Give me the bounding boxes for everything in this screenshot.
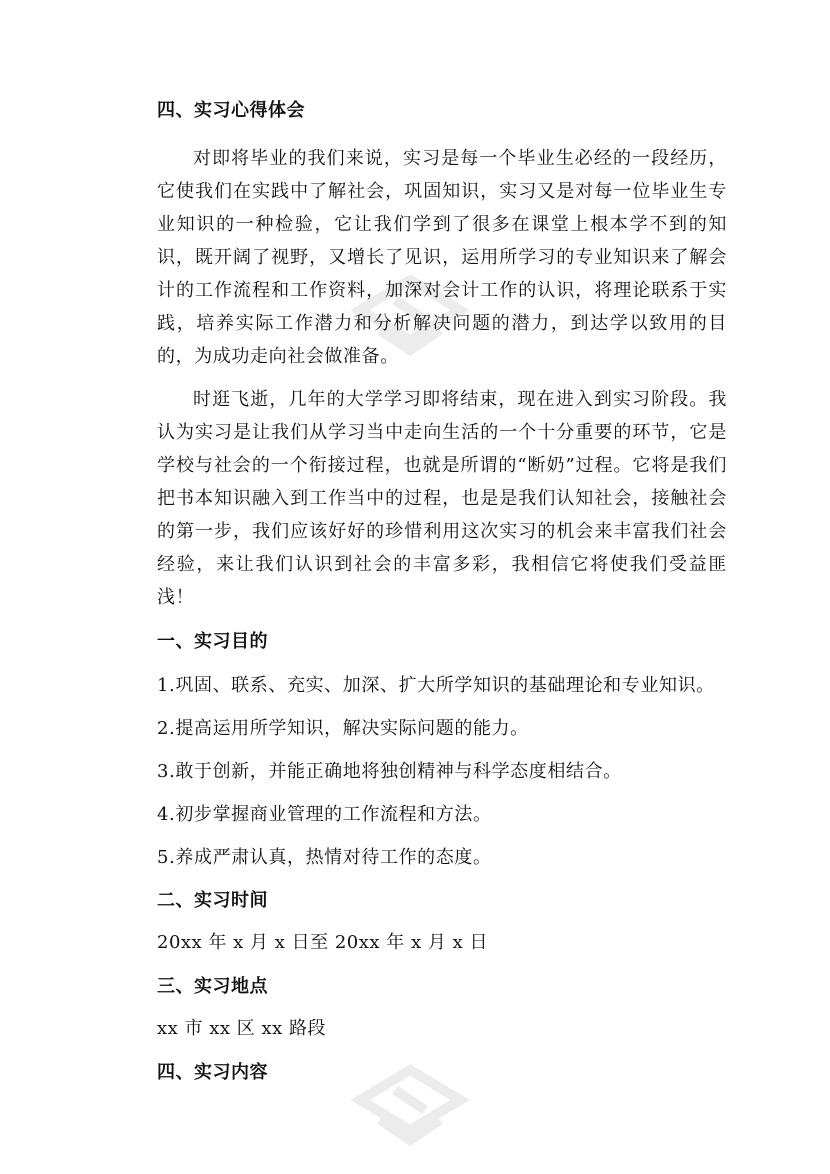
purpose-heading: 一、实习目的 [157,631,268,652]
document-content [157,96,727,1088]
location-value: xx 市 xx 区 xx 路段 [157,1018,327,1039]
reflection-paragraph-1: 对即将毕业的我们来说，实习是每一个毕业生必经的一段经历，它使我们在实践中了解社会，巩固知识，实习又是对每一位毕业生专业知识的一种检验，它让我们学到了很多在课堂上根本学不到的知识，既开阔了视野，又增长了见识，运用所学习的专业知识来了解会计的工作流程和工作资料，加深对会计工作的认识，将理论联系于实践，培养实际工作潜力和分析解决问题的潜力，到达学以致用的目的，为成功走向社会做准备。 [157,148,727,367]
time-value: 20xx 年 x 月 x 日至 20xx 年 x 月 x 日 [157,932,488,953]
reflection-paragraph-2: 时逛飞逝，几年的大学学习即将结束，现在进入到实习阶段。我认为实习是让我们从学习当中走向生活的一个十分重要的环节，它是学校与社会的一个衔接过程，也就是所谓的“断奶”过程。它将是我们把书本知识融入到工作当中的过程，也是是我们认知社会，接触社会的第一步，我们应该好好的珍惜利用这次实习的机会来丰富我们社会经验，来让我们认识到社会的丰富多彩，我相信它将使我们受益匪浅！ [157,389,727,608]
purpose-item-4: 4.初步掌握商业管理的工作流程和方法。 [157,804,492,825]
purpose-item-2: 2.提高运用所学知识，解决实际问题的能力。 [157,718,529,739]
purpose-item-3: 3.敢于创新，并能正确地将独创精神与科学态度相结合。 [157,761,622,782]
reflection-heading: 四、实习心得体会 [157,100,305,121]
location-heading: 三、实习地点 [157,976,268,997]
purpose-item-5: 5.养成严肃认真，热情对待工作的态度。 [157,847,492,868]
content-heading: 四、实习内容 [157,1062,268,1083]
purpose-item-1: 1.巩固、联系、充实、加深、扩大所学知识的基础理论和专业知识。 [157,675,715,696]
time-heading: 二、实习时间 [157,890,268,911]
